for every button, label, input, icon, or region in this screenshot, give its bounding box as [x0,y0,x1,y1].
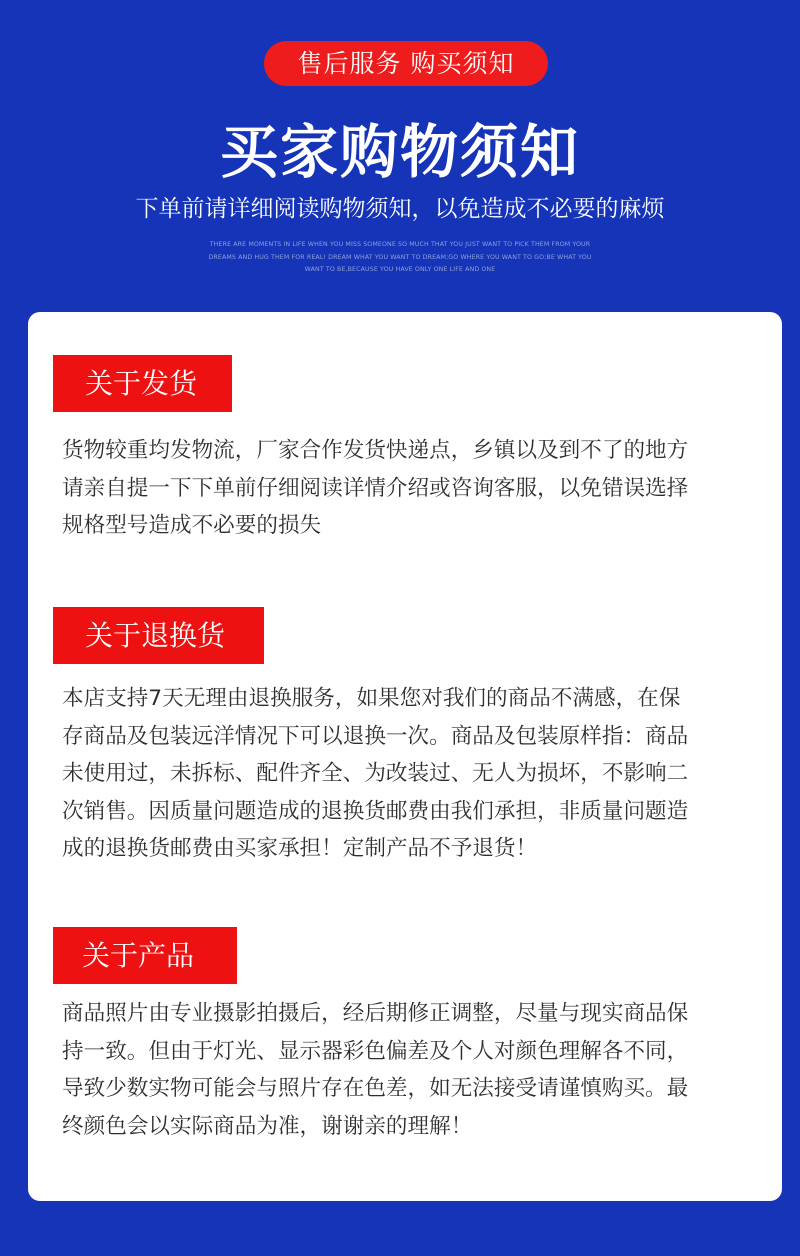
text-line: 成的退换货邮费由买家承担！定制产品不予退货！ [62,836,538,861]
text-line: 存商品及包装远洋情况下可以退换一次。商品及包装原样指：商品 [62,723,689,749]
english-line: DREAMS AND HUG THEM FOR REAL! DREAM WHAT YOU WANT TO DREAM;GO WHERE YOU WANT TO GO;BE WHAT YOU [208,253,592,261]
notice-card [28,312,782,1201]
section-tag-shipping: 关于发货 [53,355,232,412]
text-line: 货物较重均发物流，厂家合作发货快递点，乡镇以及到不了的地方 [62,438,689,463]
text-line: 规格型号造成不必要的损失 [62,513,322,538]
text-line: 本店支持7天无理由退换服务，如果您对我们的商品不满感，在保 [62,686,681,711]
english-line: WANT TO BE,BECAUSE YOU HAVE ONLY ONE LIFE AND ONE [304,266,496,273]
text-line: 商品照片由专业摄影拍摄后，经后期修正调整，尽量与现实商品保 [62,1001,689,1026]
header-badge: 售后服务 购买须知 [264,41,548,86]
page-subtitle: 下单前请详细阅读购物须知，以免造成不必要的麻烦 [135,196,665,222]
section-tag-product: 关于产品 [53,927,237,984]
text-line: 持一致。但由于灯光、显示器彩色偏差及个人对颜色理解各不同， [62,1038,689,1064]
section-text-product [62,995,762,1145]
section-text-returns [62,680,762,868]
english-line: THERE ARE MOMENTS IN LIFE WHEN YOU MISS SOMEONE SO MUCH THAT YOU JUST WANT TO PICK THEM FROM YOUR [209,241,591,248]
text-line: 导致少数实物可能会与照片存在色差，如无法接受请谨慎购买。最 [62,1076,689,1101]
section-text-shipping [62,432,762,545]
section-tag-returns: 关于退换货 [53,607,264,664]
text-line: 终颜色会以实际商品为准，谢谢亲的理解！ [62,1113,473,1139]
page-title: 买家购物须知 [219,118,580,186]
text-line: 请亲自提一下下单前仔细阅读详情介绍或咨询客服，以免错误选择 [62,475,689,501]
decorative-english-text [190,239,610,277]
text-line: 次销售。因质量问题造成的退换货邮费由我们承担，非质量问题造 [62,798,689,824]
text-line: 未使用过，未拆标、配件齐全、为改装过、无人为损坏，不影响二 [62,761,689,786]
